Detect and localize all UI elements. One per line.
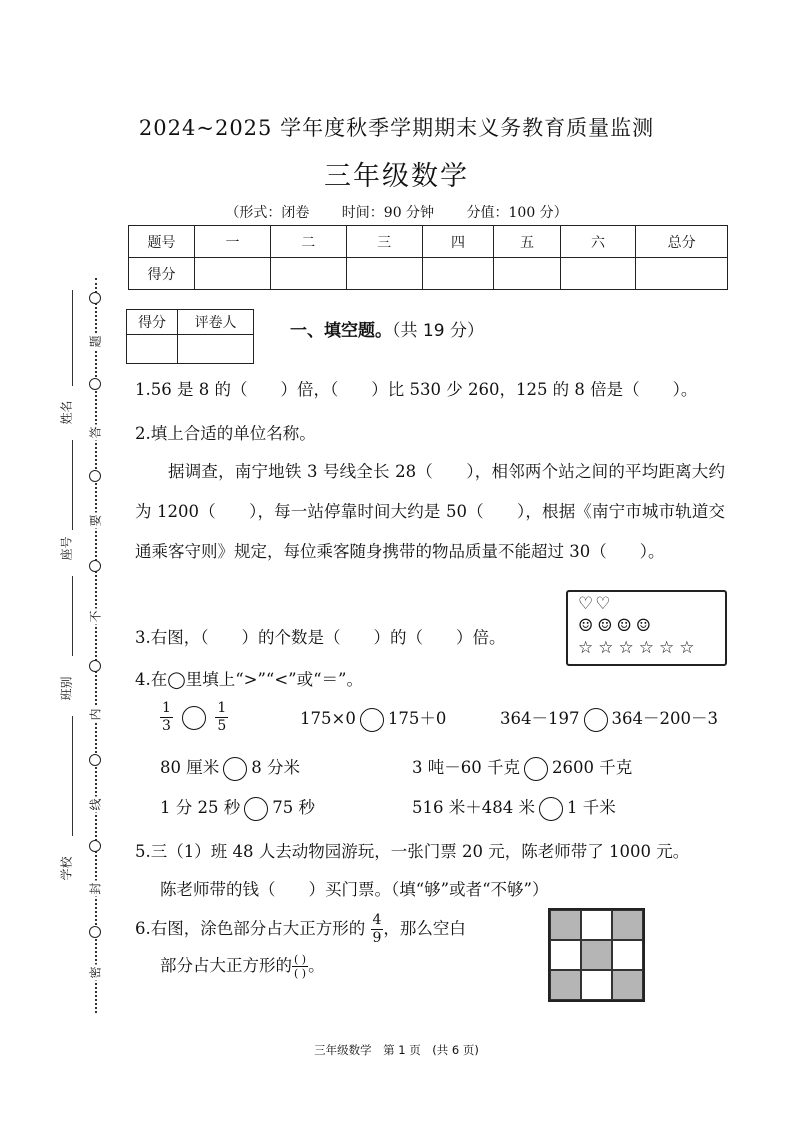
fraction-denominator: 3 bbox=[162, 718, 171, 734]
exam-subtitle: 三年级数学 bbox=[324, 161, 469, 192]
heart-icon: ♡ bbox=[578, 594, 594, 614]
class-label: 班别 bbox=[59, 676, 74, 701]
question-4-stem: 4.在◯里填上“>”“<”或“＝”。 bbox=[135, 670, 363, 689]
q6-text: 6.右图，涂色部分占大正方形的 bbox=[135, 919, 366, 938]
score-row-label: 得分 bbox=[129, 258, 195, 290]
compare-right: 8 分米 bbox=[251, 758, 300, 777]
compare-left: 80 厘米 bbox=[160, 758, 220, 777]
score-blank[interactable] bbox=[636, 258, 728, 290]
score-cell: 题号 bbox=[129, 226, 195, 258]
binding-circle bbox=[89, 926, 101, 938]
question-1: 1.56 是 8 的（ ）倍，（ ）比 530 少 260，125 的 8 倍是（ ）。 bbox=[135, 380, 698, 399]
star-icon: ☆ bbox=[598, 638, 614, 658]
q4-item bbox=[412, 754, 632, 781]
fraction-denominator: ( ) bbox=[294, 967, 307, 980]
shaded-cell bbox=[581, 940, 612, 970]
fraction-numerator: 1 bbox=[162, 700, 171, 716]
star-icon: ☆ bbox=[679, 638, 695, 658]
q6-text: 部分占大正方形的 bbox=[160, 956, 292, 975]
time-info: 时间：90 分钟 bbox=[341, 205, 435, 221]
binding-char: 内 bbox=[88, 708, 103, 721]
star-icon: ☆ bbox=[578, 638, 594, 658]
score-blank[interactable] bbox=[346, 258, 422, 290]
star-icon: ☆ bbox=[638, 638, 654, 658]
q6-text: ，那么空白 bbox=[383, 919, 466, 938]
fraction-numerator: 4 bbox=[372, 912, 382, 928]
star-icon: ☆ bbox=[618, 638, 634, 658]
score-cell: 二 bbox=[270, 226, 346, 258]
binding-circle bbox=[89, 660, 101, 672]
compare-circle[interactable] bbox=[524, 757, 548, 781]
fraction-numerator: ( ) bbox=[294, 953, 307, 966]
compare-left: 1 分 25 秒 bbox=[160, 798, 241, 817]
grader-table bbox=[126, 309, 254, 364]
score-table-header-row bbox=[129, 226, 728, 258]
fraction bbox=[371, 912, 384, 947]
compare-left: 175×0 bbox=[300, 709, 356, 728]
question-5-line2: 陈老师带的钱（ ）买门票。（填“够”或者“不够”） bbox=[160, 880, 549, 899]
compare-right: 175＋0 bbox=[387, 709, 447, 728]
grader-score-label: 得分 bbox=[127, 310, 178, 335]
fraction bbox=[215, 700, 228, 735]
smiles-row bbox=[578, 616, 651, 636]
score-cell: 四 bbox=[422, 226, 494, 258]
class-underline[interactable] bbox=[72, 576, 73, 656]
heart-icon: ♡ bbox=[595, 594, 611, 614]
q4-item-fraction bbox=[160, 700, 228, 735]
name-label: 姓名 bbox=[59, 400, 74, 425]
binding-circle bbox=[89, 292, 101, 304]
compare-right: 75 秒 bbox=[272, 798, 315, 817]
shaded-cell bbox=[612, 910, 643, 940]
q6-text: 。 bbox=[308, 956, 325, 975]
compare-circle[interactable] bbox=[182, 706, 206, 730]
smiley-icon: ☺ bbox=[578, 616, 594, 636]
score-cell: 三 bbox=[346, 226, 422, 258]
score-blank[interactable] bbox=[560, 258, 636, 290]
q6-square-grid bbox=[548, 908, 645, 1002]
binding-char: 不 bbox=[88, 610, 103, 623]
compare-circle[interactable] bbox=[584, 708, 608, 732]
section-points: （共 19 分） bbox=[392, 321, 484, 341]
seat-label: 座号 bbox=[59, 536, 74, 561]
binding-circle bbox=[89, 560, 101, 572]
compare-circle[interactable] bbox=[360, 708, 384, 732]
binding-char: 答 bbox=[88, 426, 103, 439]
exam-title: 2024~2025 学年度秋季学期期末义务教育质量监测 bbox=[138, 116, 655, 140]
grader-name-label: 评卷人 bbox=[178, 310, 254, 335]
score-blank[interactable] bbox=[195, 258, 271, 290]
blank-cell bbox=[581, 970, 612, 1000]
q3-figure bbox=[566, 590, 727, 666]
stars-row bbox=[578, 638, 695, 658]
score-info: 分值：100 分） bbox=[466, 205, 568, 221]
compare-left: 516 米＋484 米 bbox=[412, 798, 535, 817]
blank-cell bbox=[612, 940, 643, 970]
smiley-icon: ☺ bbox=[616, 616, 632, 636]
score-blank[interactable] bbox=[494, 258, 560, 290]
exam-info bbox=[0, 202, 793, 222]
question-2-stem: 2.填上合适的单位名称。 bbox=[135, 424, 316, 443]
shaded-cell bbox=[550, 910, 581, 940]
score-table bbox=[128, 225, 728, 290]
q4-item bbox=[412, 794, 616, 821]
binding-circle bbox=[89, 754, 101, 766]
page-footer: 三年级数学 第 1 页 (共 6 页) bbox=[314, 1043, 479, 1057]
binding-char: 题 bbox=[88, 335, 103, 348]
seat-underline[interactable] bbox=[72, 440, 73, 530]
blank-cell bbox=[581, 910, 612, 940]
format-info: （形式：闭卷 bbox=[225, 205, 310, 221]
binding-circle bbox=[89, 378, 101, 390]
q4-item bbox=[500, 705, 718, 732]
section-title bbox=[290, 316, 484, 341]
shaded-cell bbox=[612, 970, 643, 1000]
shaded-cell bbox=[550, 970, 581, 1000]
compare-circle[interactable] bbox=[539, 797, 563, 821]
fraction bbox=[160, 700, 173, 735]
compare-left: 3 吨－60 千克 bbox=[412, 758, 520, 777]
q4-item bbox=[300, 705, 446, 732]
binding-char: 要 bbox=[88, 514, 103, 527]
grader-name-blank[interactable] bbox=[178, 335, 254, 364]
question-5-line1: 5.三（1）班 48 人去动物园游玩，一张门票 20 元，陈老师带了 1000 元。 bbox=[135, 842, 690, 861]
smiley-icon: ☺ bbox=[635, 616, 651, 636]
score-cell: 六 bbox=[560, 226, 636, 258]
compare-circle[interactable] bbox=[244, 797, 268, 821]
answer-fraction-blank[interactable] bbox=[292, 953, 308, 980]
compare-circle[interactable] bbox=[223, 757, 247, 781]
compare-right: 1 千米 bbox=[566, 798, 616, 817]
hearts-row bbox=[578, 594, 611, 614]
star-icon: ☆ bbox=[659, 638, 675, 658]
binding-char: 线 bbox=[88, 798, 103, 811]
score-cell: 五 bbox=[494, 226, 560, 258]
grader-score-blank[interactable] bbox=[127, 335, 178, 364]
score-cell: 总分 bbox=[636, 226, 728, 258]
compare-right: 364－200－3 bbox=[611, 709, 718, 728]
score-cell: 一 bbox=[195, 226, 271, 258]
fraction-denominator: 5 bbox=[217, 718, 227, 734]
binding-char: 封 bbox=[88, 882, 103, 895]
question-3: 3.右图，（ ）的个数是（ ）的（ ）倍。 bbox=[135, 628, 506, 647]
smiley-icon: ☺ bbox=[597, 616, 613, 636]
compare-right: 2600 千克 bbox=[551, 758, 633, 777]
question-2-paragraph: 据调查，南宁地铁 3 号线全长 28（ ），相邻两个站之间的平均距离大约为 1200（ ），每一站停靠时间大约是 50（ ），根据《南宁市城市轨道交通乘客守则》规定，每位乘客随身携带的物品质量不能超过 30（ ）。 bbox=[135, 462, 725, 561]
question-6-line2 bbox=[160, 952, 325, 980]
section-title-text: 一、填空题。 bbox=[290, 321, 392, 341]
q4-item bbox=[160, 794, 315, 821]
fraction-numerator: 1 bbox=[217, 700, 227, 716]
school-underline[interactable] bbox=[72, 716, 73, 836]
binding-circle bbox=[89, 840, 101, 852]
name-underline[interactable] bbox=[72, 290, 73, 386]
blank-cell bbox=[550, 940, 581, 970]
binding-char: 密 bbox=[88, 966, 103, 979]
compare-left: 364－197 bbox=[500, 709, 580, 728]
question-6-line1 bbox=[135, 912, 466, 947]
score-table-score-row bbox=[129, 258, 728, 290]
q4-item bbox=[160, 754, 300, 781]
fraction-denominator: 9 bbox=[372, 930, 382, 946]
binding-circle bbox=[89, 470, 101, 482]
score-blank[interactable] bbox=[422, 258, 494, 290]
school-label: 学校 bbox=[59, 856, 74, 881]
score-blank[interactable] bbox=[270, 258, 346, 290]
